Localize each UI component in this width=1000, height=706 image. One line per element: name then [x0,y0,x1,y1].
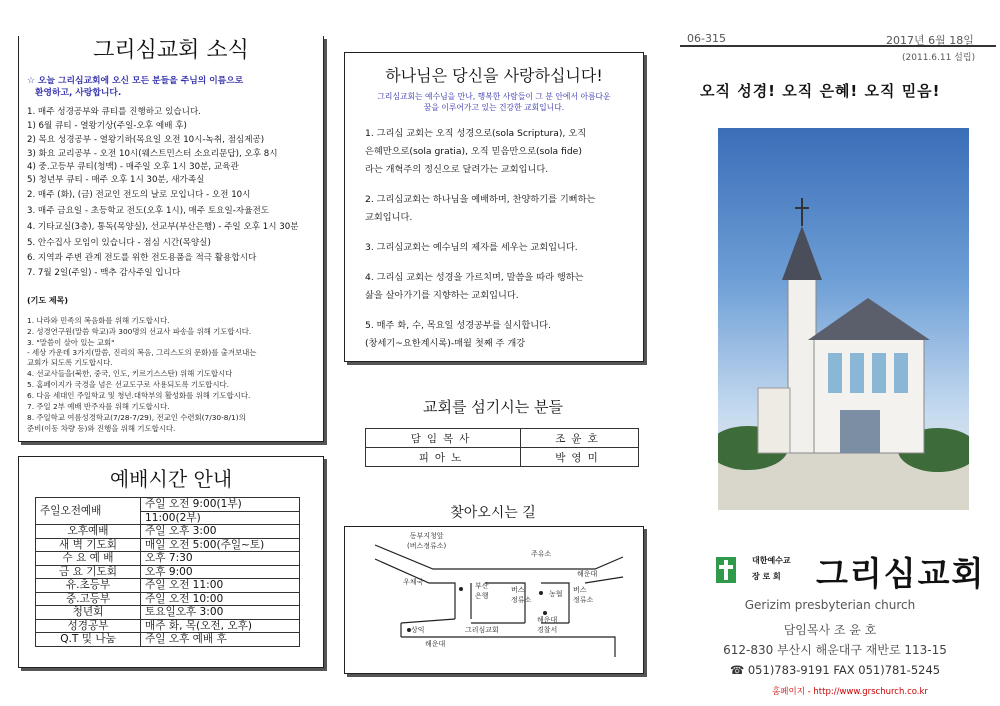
mission-line: 교회입니다. [365,212,413,223]
directions-map [344,526,644,674]
mission-panel [344,52,644,362]
prayer-item: 6. 다음 세대인 주일학교 및 청년.대학부의 활성화를 위해 기도합시다. [27,391,251,400]
mission-item [365,125,586,179]
pastor-name: 담임목사 조 윤 호 [783,623,877,637]
news-item: 2. 매주 (화), (금) 전교인 전도의 날로 모입니다 - 오전 10시 [27,190,251,200]
service-table [35,497,300,647]
map-label-haeundae-top: 해운대 [577,570,598,578]
church-building-illustration [718,128,969,510]
map-label-church: 그리심교회 [465,626,499,634]
prayer-item: 3. "말씀이 살아 있는 교회" [27,338,115,347]
service-name: 중.고등부 [36,592,141,606]
table-row [36,565,300,579]
table-row [366,429,639,448]
church-address: 612-830 부산시 해운대구 재반로 113-15 [723,643,947,657]
bulletin-date: 2017년 6월 18일 [886,34,974,47]
map-label-bus-stop-1: 버스 정류소 [511,586,532,604]
news-panel [18,36,324,442]
map-label-police: 해운대 경찰서 [537,616,558,634]
mission-line: 은혜만으로(sola gratia), 오직 믿음만으로(sola fide) [365,146,582,157]
church-english-name: Gerizim presbyterian church [744,598,916,612]
mission-line: 삶을 살아가기를 지향하는 교회입니다. [365,290,519,301]
table-row [36,606,300,620]
service-time: 11:00(2부) [141,511,300,525]
mission-subtitle-line: 그리심교회는 예수님을 만나, 행복한 사람들이 그 분 안에서 아름다운 [377,92,611,101]
prayer-item: 7. 주일 2부 예배 반주자를 위해 기도합시다. [27,402,170,411]
mission-item [365,269,584,305]
map-label-post: 우체국 [403,578,424,586]
news-title: 그리심교회 소식 [19,33,323,64]
news-item: 5) 청년부 큐티 - 매주 오후 1시 30분, 새가족실 [27,175,205,185]
mission-line: 2. 그리심교회는 하나님을 예배하며, 찬양하기를 기뻐하는 [365,194,596,205]
service-time: 매주 화, 목(오전, 오후) [141,619,300,633]
prayer-title: (기도 제목) [27,296,69,305]
church-website[interactable]: 홈페이지 - http://www.grschurch.co.kr [772,687,928,697]
service-time: 매일 오전 5:00(주일~토) [141,538,300,552]
service-name: 유.초등부 [36,579,141,593]
news-item: 7. 7월 2일(주일) - 맥추 감사주일 입니다 [27,268,181,278]
welcome-line-1: ☆ 오늘 그리심교회에 오신 모든 분들을 주님의 이름으로 [27,76,244,86]
service-name: 금 요 기도회 [36,565,141,579]
service-time: 주일 오전 9:00(1부) [141,498,300,512]
bulletin-number: 06-315 [687,32,726,45]
service-name: 주일오전예배 [36,498,141,525]
staff-role: 피아노 [366,448,521,467]
mission-subtitle-line: 꿈을 이루어가고 있는 건강한 교회입니다. [423,103,565,112]
staff-name: 박영미 [521,448,639,467]
mission-line: 라는 개혁주의 정신으로 달려가는 교회입니다. [365,164,549,175]
church-phone: ☎ 051)783-9191 FAX 051)781-5245 [729,663,941,677]
news-item: 4) 중.고등부 큐티(청맥) - 매주일 오후 1시 30분, 교육관 [27,162,239,172]
table-row [366,448,639,467]
mission-subtitle [365,91,623,113]
map-label-nonghyup: 농협 [549,590,563,598]
table-row [36,498,300,512]
welcome-line-2: 환영하고, 사랑합니다. [35,88,122,98]
map-label-sangil: 상익 [411,626,425,634]
news-item: 1. 매주 성경공부와 큐티를 진행하고 있습니다. [27,107,202,117]
mission-line: 5. 매주 화, 수, 목요일 성경공부를 실시합니다. [365,320,551,331]
map-label-gas: 주유소 [531,550,552,558]
header-divider [680,45,996,47]
prayer-item: 교회가 되도록 기도합시다. [27,358,113,367]
service-time: 토요일오후 3:00 [141,606,300,620]
mission-line: (창세기~요한계시록)-매월 첫째 주 개강 [365,338,526,349]
prayer-item: - 세상 가운데 3가지(말씀, 진리의 복음, 그리스도의 문화)를 출겨보내는 [27,348,257,357]
service-name: 새 벽 기도회 [36,538,141,552]
table-row [36,592,300,606]
news-item: 6. 지역과 주변 관계 전도를 위한 전도용품을 적극 활용합시다 [27,253,257,263]
staff-title: 교회를 섬기시는 분들 [423,398,563,416]
prayer-item: 1. 나라와 민족의 복음화를 위해 기도합시다. [27,316,170,325]
table-row [36,633,300,647]
service-title: 예배시간 안내 [109,467,233,491]
map-label-haeundae-bottom: 해운대 [425,640,446,648]
table-row [36,619,300,633]
prayer-item: 4. 선교사들을(북한, 중국, 인도, 키르기스스탄) 위해 기도합시다 [27,369,233,378]
staff-table [365,428,639,467]
service-time: 오후 7:30 [141,552,300,566]
founded-date: (2011.6.11 설립) [902,53,976,63]
service-panel [18,456,324,668]
map-label-bus-stop-2: 버스 정류소 [573,586,594,604]
prayer-item: 5. 홈페이지가 국경을 넘은 선교도구로 사용되도록 기도합시다. [27,380,229,389]
news-item: 1) 6월 큐티 - 열왕기상(주일-오후 예배 후) [27,121,187,131]
service-time: 주일 오전 11:00 [141,579,300,593]
map-label-busan-bank: 부산 은행 [475,582,489,600]
denomination-line-1: 대한예수교 [752,556,791,565]
table-row [36,538,300,552]
service-name: 수 요 예 배 [36,552,141,566]
denomination-line-2: 장 로 회 [752,572,781,581]
service-name: Q.T 및 나눔 [36,633,141,647]
news-item: 2) 목요 성경공부 - 열왕기하(목요일 오전 10시-녹취, 점심제공) [27,135,265,145]
news-item: 3. 매주 금요일 - 초등학교 전도(오후 1시), 매주 토요일-자율전도 [27,206,270,216]
directions-title: 찾아오시는 길 [450,505,536,521]
prayer-item: 준비(이동 차량 등)와 진행을 위해 기도합시다. [27,424,176,433]
staff-role: 담임목사 [366,429,521,448]
news-item: 4. 기타교실(3층), 통독(목양실), 선교부(부산은행) - 주일 오후 1시 30분 [27,222,299,232]
service-time: 주일 오후 3:00 [141,525,300,539]
service-name: 청년회 [36,606,141,620]
mission-line: 4. 그리심 교회는 성경을 가르치며, 말씀을 따라 행하는 [365,272,584,283]
table-row [36,552,300,566]
mission-title: 하나님은 당신을 사랑하십니다! [385,66,603,85]
church-motto: 오직 성경! 오직 은혜! 오직 믿음! [700,82,941,100]
church-building-image [718,128,969,510]
table-row [36,579,300,593]
staff-name: 조윤호 [521,429,639,448]
news-item: 3) 화요 교리공부 - 오전 10시(웨스트민스터 소요리문답), 오후 8시 [27,149,278,159]
mission-line: 3. 그리심교회는 예수님의 제자를 세우는 교회입니다. [365,242,578,253]
map-label-terminal: 동부지청앞 (버스정류소) [407,532,447,550]
service-time: 주일 오전 10:00 [141,592,300,606]
mission-item [365,317,551,353]
news-item: 5. 안수집사 모임이 있습니다 - 점심 시간(목양실) [27,238,211,248]
mission-item [365,239,578,257]
mission-line: 1. 그리심 교회는 오직 성경으로(sola Scriptura), 오직 [365,128,587,139]
map-roads [345,527,643,673]
service-name: 성경공부 [36,619,141,633]
prayer-item: 2. 성경연구원(말씀 학교)과 300명의 선교사 파송을 위해 기도합시다. [27,327,252,336]
table-row [36,525,300,539]
mission-item [365,191,595,227]
church-name: 그리심교회 [816,554,986,593]
service-time: 오후 9:00 [141,565,300,579]
service-name: 오후예배 [36,525,141,539]
service-time: 주일 오후 예배 후 [141,633,300,647]
cross-logo-icon [716,557,736,583]
prayer-item: 8. 주일학교 여름성경학교(7/28-7/29), 전교인 수련회(7/30-8/1)의 [27,413,246,422]
